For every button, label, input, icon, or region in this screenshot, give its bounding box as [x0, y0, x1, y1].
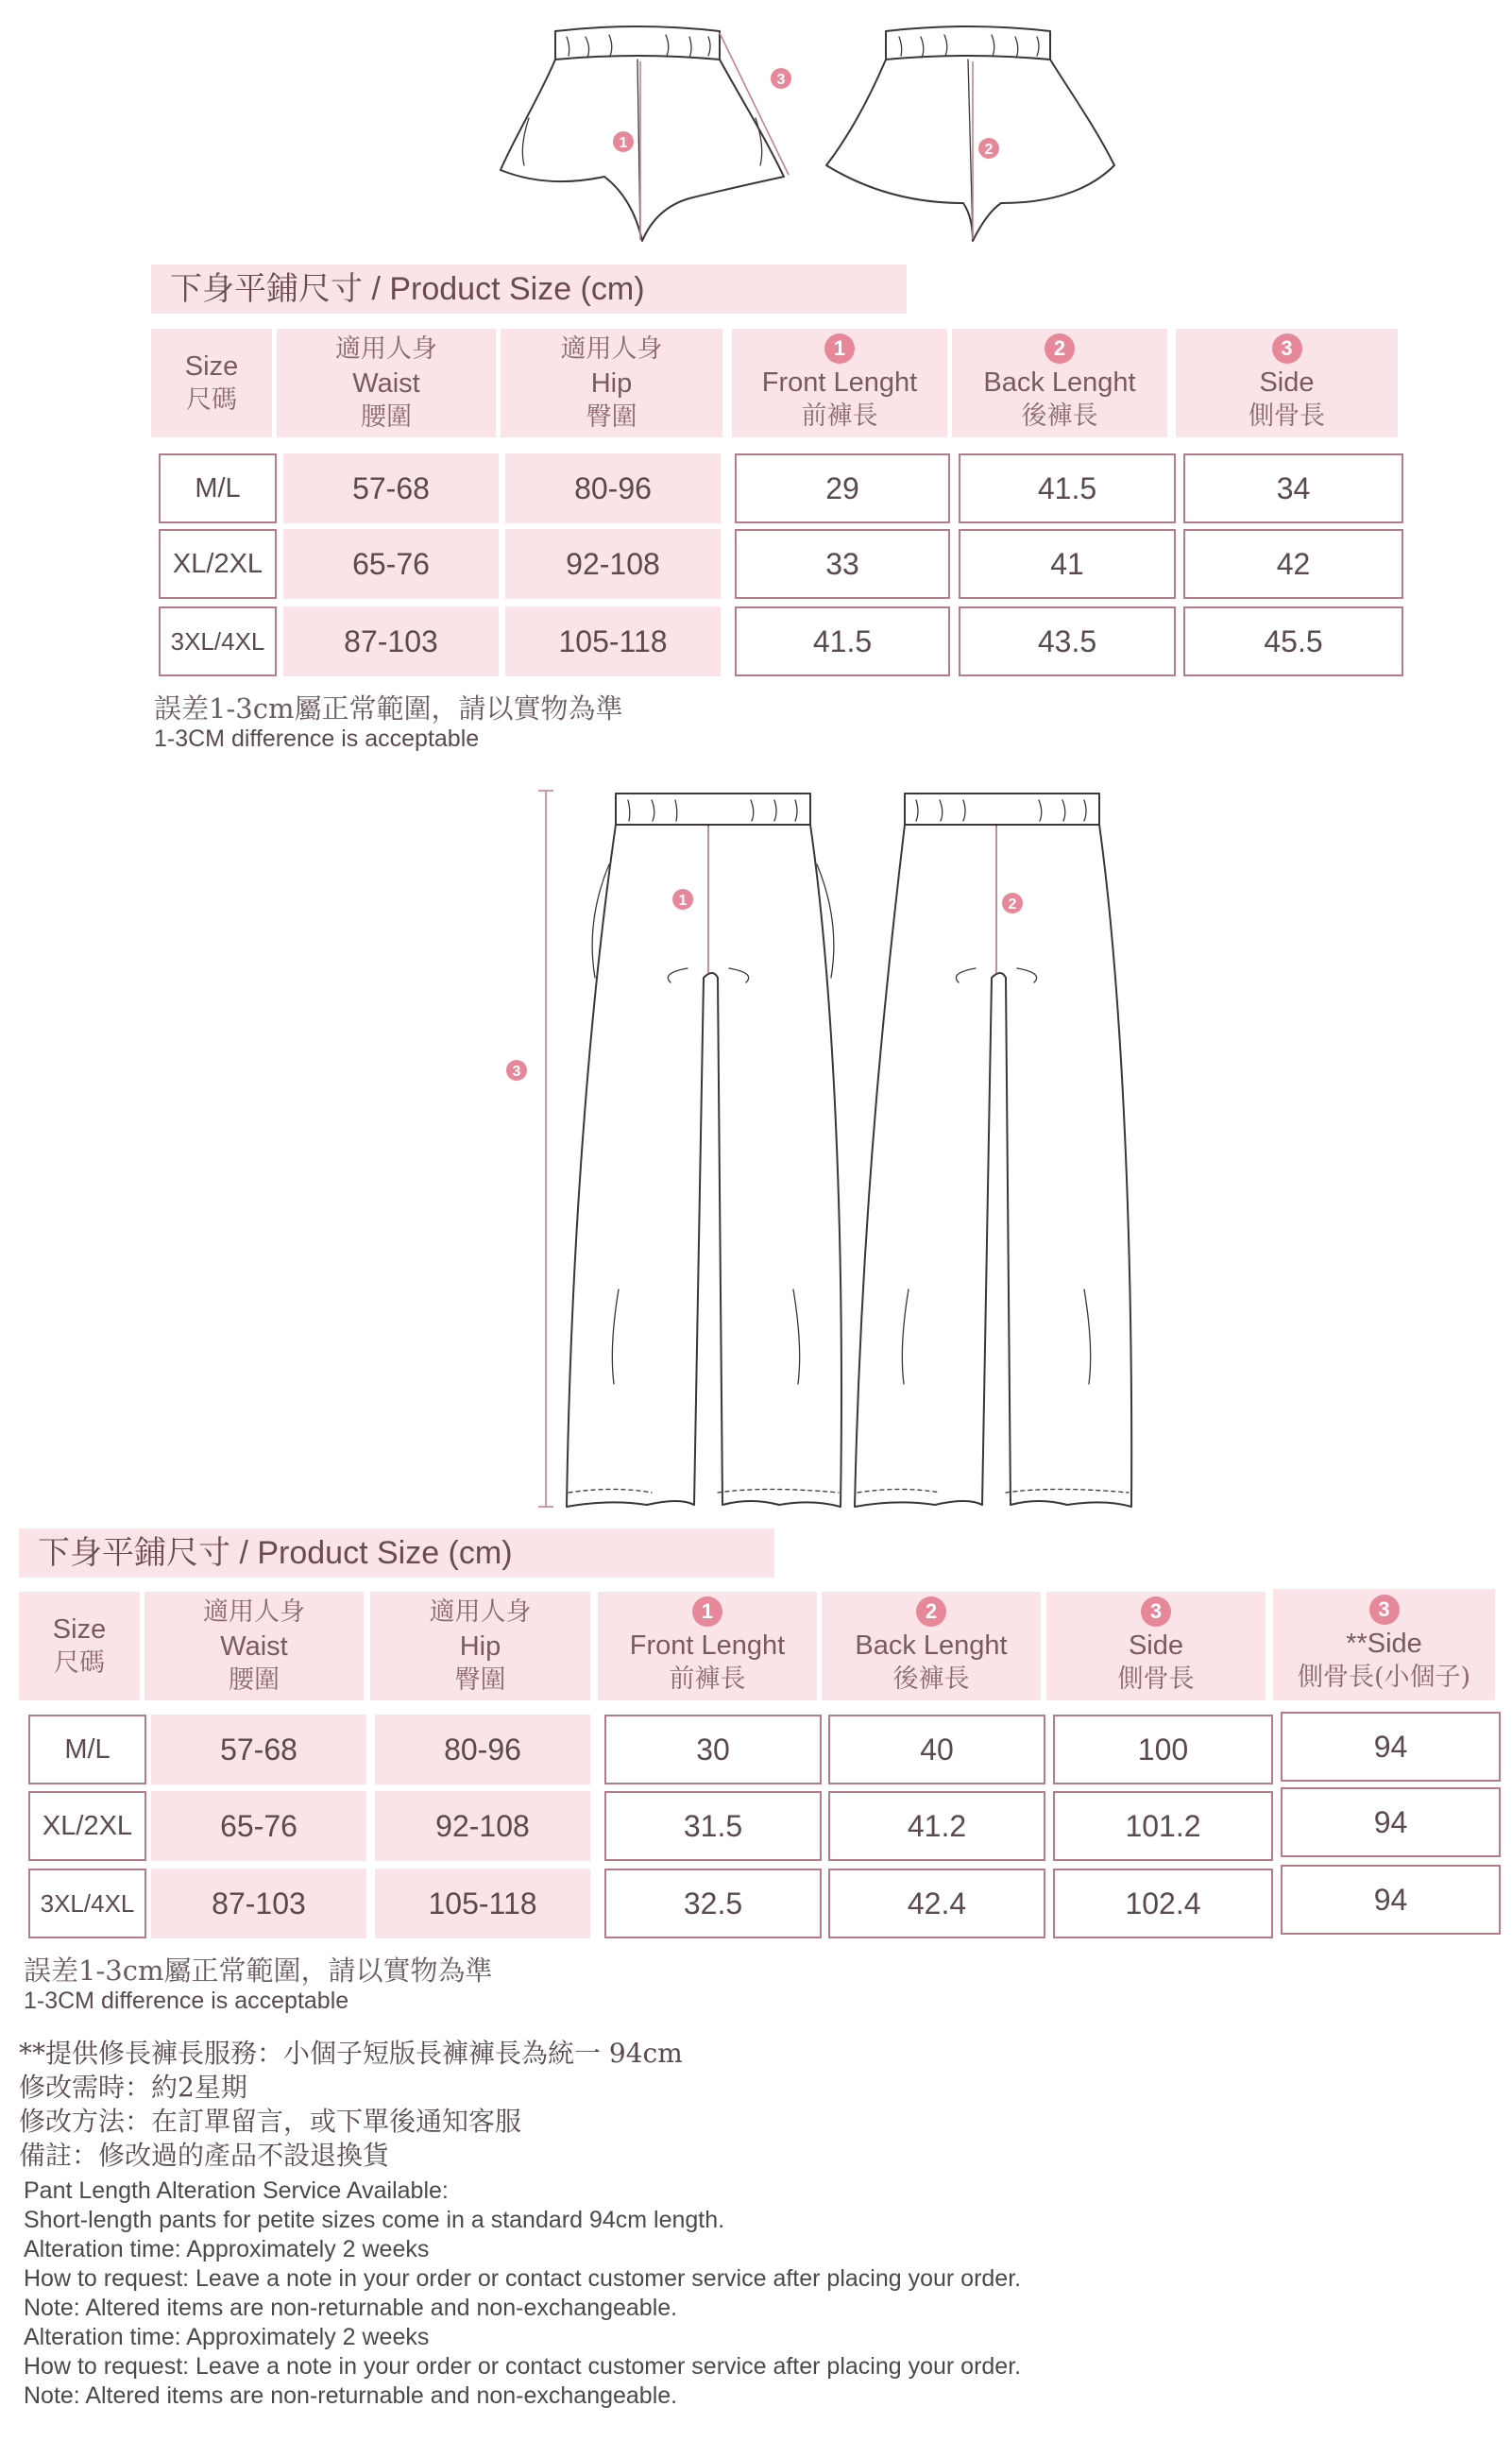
shorts-note-zh: 誤差1-3cm屬正常範圍，請以實物為準: [154, 692, 623, 725]
marker-3-icon: [771, 68, 791, 89]
pants-row-3-waist: 87-103: [151, 1869, 366, 1938]
marker-1-icon: 1: [824, 333, 855, 364]
marker-2-icon: 2: [1045, 333, 1075, 364]
service-zh-line-2: 修改需時：約2星期: [19, 2072, 247, 2103]
shorts-header-waist: 適用人身 Waist 腰圍: [277, 329, 496, 437]
pants-header-size: Size 尺碼: [19, 1592, 140, 1700]
svg-text:1: 1: [678, 893, 688, 909]
marker-1-icon: 1: [692, 1596, 722, 1627]
pants-header-front: 1 Front Lenght 前褲長: [598, 1592, 817, 1700]
shorts-row-1-waist: 57-68: [283, 453, 499, 523]
marker-3-icon: 3: [1272, 333, 1302, 364]
shorts-row-1-hip: 80-96: [505, 453, 721, 523]
svg-text:3: 3: [512, 1064, 521, 1080]
shorts-section-title: 下身平鋪尺寸 / Product Size (cm): [151, 265, 907, 314]
service-en-line-5: Note: Altered items are non-returnable and non-exchangeable.: [24, 2295, 678, 2321]
shorts-row-1-side: 34: [1183, 453, 1403, 523]
marker-2-icon: [978, 138, 999, 159]
pants-note-en: 1-3CM difference is acceptable: [24, 1988, 349, 2014]
svg-text:2: 2: [984, 142, 994, 158]
shorts-back-drawing: [826, 26, 1114, 241]
pants-row-1-petite-side: 94: [1281, 1712, 1501, 1782]
shorts-row-3-size: 3XL/4XL: [159, 606, 277, 676]
pants-row-2-hip: 92-108: [375, 1791, 590, 1861]
pants-section-title: 下身平鋪尺寸 / Product Size (cm): [19, 1528, 774, 1578]
service-en-line-7: How to request: Leave a note in your order or contact customer service after placing your order.: [24, 2353, 1022, 2380]
pants-row-1-back: 40: [828, 1715, 1045, 1784]
service-zh-line-4: 備註：修改過的產品不設退換貨: [19, 2140, 390, 2171]
marker-3-icon: [504, 1058, 529, 1083]
marker-2-icon: 2: [916, 1596, 946, 1627]
service-en-line-1: Pant Length Alteration Service Available:: [24, 2177, 449, 2204]
pants-header-side: 3 Side 側骨長: [1046, 1592, 1266, 1700]
pants-row-3-side: 102.4: [1053, 1869, 1273, 1938]
service-en-line-8: Note: Altered items are non-returnable and non-exchangeable.: [24, 2382, 678, 2409]
shorts-row-3-front: 41.5: [735, 606, 950, 676]
shorts-row-2-front: 33: [735, 529, 950, 599]
pants-row-2-back: 41.2: [828, 1791, 1045, 1861]
svg-text:1: 1: [619, 135, 628, 151]
service-en-line-2: Short-length pants for petite sizes come in a standard 94cm length.: [24, 2207, 725, 2233]
shorts-row-1-size: M/L: [159, 453, 277, 523]
shorts-note-en: 1-3CM difference is acceptable: [154, 725, 480, 752]
pants-row-1-waist: 57-68: [151, 1715, 366, 1784]
pants-row-1-front: 30: [604, 1715, 822, 1784]
pants-row-3-size: 3XL/4XL: [28, 1869, 146, 1938]
shorts-row-3-waist: 87-103: [283, 606, 499, 676]
pants-header-waist: 適用人身 Waist 腰圍: [144, 1592, 364, 1700]
marker-3-icon: 3: [1141, 1596, 1171, 1627]
shorts-row-3-back: 43.5: [959, 606, 1176, 676]
shorts-row-2-waist: 65-76: [283, 529, 499, 599]
pants-header-petite-side: 3 **Side 側骨長(小個子): [1273, 1589, 1495, 1700]
pants-front-drawing: [567, 794, 841, 1507]
shorts-header-size: Size 尺碼: [151, 329, 272, 437]
pants-row-3-front: 32.5: [604, 1869, 822, 1938]
shorts-row-2-back: 41: [959, 529, 1176, 599]
marker-3-icon: 3: [1369, 1595, 1400, 1625]
shorts-header-hip: 適用人身 Hip 臀圍: [501, 329, 722, 437]
marker-1-icon: [613, 131, 634, 152]
service-zh-line-1: **提供修長褲長服務：小個子短版長褲褲長為統一 94cm: [19, 2038, 683, 2069]
marker-1-icon: [672, 889, 693, 910]
service-en-line-4: How to request: Leave a note in your order or contact customer service after placing your order.: [24, 2265, 1022, 2292]
pants-header-back: 2 Back Lenght 後褲長: [822, 1592, 1041, 1700]
shorts-row-2-size: XL/2XL: [159, 529, 277, 599]
pants-row-1-size: M/L: [28, 1715, 146, 1784]
service-en-line-3: Alteration time: Approximately 2 weeks: [24, 2236, 430, 2262]
pants-row-3-petite-side: 94: [1281, 1865, 1501, 1935]
pants-row-2-side: 101.2: [1053, 1791, 1273, 1861]
svg-text:2: 2: [1008, 896, 1017, 913]
shorts-row-2-side: 42: [1183, 529, 1403, 599]
shorts-header-side: 3 Side 側骨長: [1176, 329, 1398, 437]
shorts-row-3-side: 45.5: [1183, 606, 1403, 676]
shorts-header-back: 2 Back Lenght 後褲長: [952, 329, 1167, 437]
marker-2-icon: [1002, 893, 1023, 913]
shorts-row-3-hip: 105-118: [505, 606, 721, 676]
pants-header-hip: 適用人身 Hip 臀圍: [370, 1592, 590, 1700]
shorts-front-drawing: [501, 26, 789, 241]
pants-row-2-waist: 65-76: [151, 1791, 366, 1861]
shorts-illustration: [472, 14, 1152, 255]
svg-text:3: 3: [776, 72, 786, 88]
service-zh-line-3: 修改方法：在訂單留言，或下單後通知客服: [19, 2106, 522, 2137]
pants-row-3-hip: 105-118: [375, 1869, 590, 1938]
shorts-row-1-front: 29: [735, 453, 950, 523]
pants-row-1-side: 100: [1053, 1715, 1273, 1784]
pants-row-2-front: 31.5: [604, 1791, 822, 1861]
service-en-line-6: Alteration time: Approximately 2 weeks: [24, 2324, 430, 2350]
pants-row-2-size: XL/2XL: [28, 1791, 146, 1861]
shorts-row-1-back: 41.5: [959, 453, 1176, 523]
shorts-row-2-hip: 92-108: [505, 529, 721, 599]
shorts-header-front: 1 Front Lenght 前褲長: [732, 329, 947, 437]
pants-note-zh: 誤差1-3cm屬正常範圍，請以實物為準: [24, 1954, 493, 1987]
pants-illustration: [519, 779, 1162, 1511]
pants-back-drawing: [855, 794, 1131, 1507]
pants-row-1-hip: 80-96: [375, 1715, 590, 1784]
pants-row-3-back: 42.4: [828, 1869, 1045, 1938]
pants-row-2-petite-side: 94: [1281, 1787, 1501, 1857]
